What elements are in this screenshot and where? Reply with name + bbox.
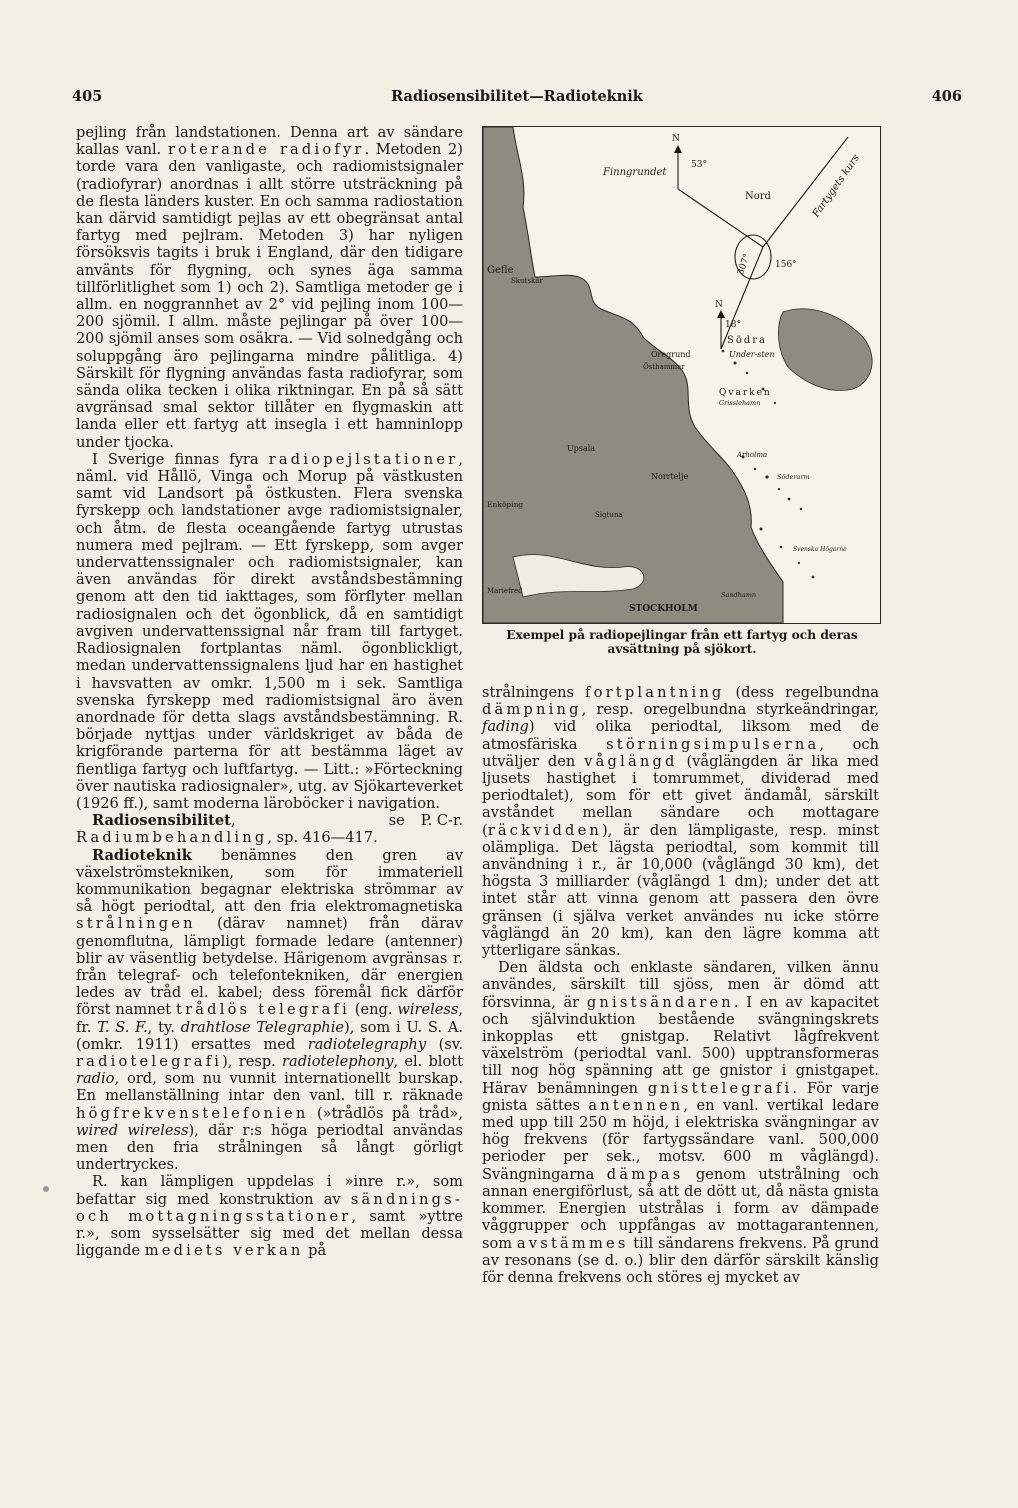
label-deg18: 18° bbox=[725, 320, 741, 330]
entry-headword: Radioteknik bbox=[92, 846, 192, 864]
spaced-term: radiopejlstationer bbox=[268, 450, 459, 468]
page-number-left: 405 bbox=[72, 88, 103, 105]
label-deg156: 156° bbox=[775, 260, 797, 270]
bearing-map-figure bbox=[482, 126, 881, 624]
label-grisslehamn: Grisslehamn bbox=[719, 399, 761, 407]
spaced-term: roterande radiofyr bbox=[167, 141, 365, 159]
margin-mark bbox=[43, 1186, 49, 1192]
label-enkoping: Enköping bbox=[487, 500, 524, 509]
label-osthammar: Östhammar bbox=[643, 363, 685, 371]
paragraph-stralning: strålningens fortplantning (dess regelbundna dämpning, resp. oregelbundna styrkeändringar, fading) vid olika periodtal, liksom med de atmosfäriska störningsimpulserna, och utväljer den våglängd (våglängden är lika med ljusets hastighet i tomrummet, dividerad med periodtalet), som för ett givet ändamål, särskilt avståndet mellan sändare och mottagare (räckvidden), är den lämpligaste, resp. minst olämpliga. Det lägsta periodtal, som kommit till användning i r., är 10,000 (våglängd 30 km), det högsta 3 milliarder (våglängd 1 dm); under det att intet står att vinna genom att passera den övre gränsen (i själva verket användes nu icke större våglängd än 20 km), kan den lägre komma att ytterligare sänkas. bbox=[482, 684, 879, 960]
label-mariefred: Mariefred bbox=[487, 587, 523, 595]
label-north-2: N bbox=[715, 300, 723, 310]
label-understen: Under-sten bbox=[729, 350, 775, 359]
entry-radioteknik: Radioteknik benämnes den gren av växelströmstekniken, som för immateriell kommunikation begagnar elektriska strömmar av så högt periodtal, att den fria elektromagnetiska strålningen (därav namnet) från därav genomflutna, lämpligt formade ledare (antenner) blir av väsentlig betydelse. Härigenom avgränsas r. från telegraf- och telefontekniken, där energien ledes av tråd el. kabel; dess föremål fick därför först namnet trådlös telegrafi (eng. wireless, fr. T. S. F., ty. drahtlose Telegraphie), som i U. S. A. (omkr. 1911) ersattes med radiotelegraphy (sv. radiotelegrafi), resp. radiotelephony, el. blott radio, ord, som nu vunnit internationellt burskap. En mellanställning intar den vanl. till r. räknade högfrekvenstelefonien (»trådlös på tråd», wired wireless), där r:s höga periodtal användas men den fria strålningen så långt görligt undertryckes. bbox=[76, 846, 464, 1174]
label-norrtelje: Norrtelje bbox=[651, 472, 689, 481]
label-sigtuna: Sigtuna bbox=[595, 511, 623, 519]
entry-radiosensibilitet: Radiosensibilitet, se Radiumbehandling, sp. 416—417. bbox=[76, 812, 405, 847]
paragraph-radiofyr: pejling från landstationen. Denna art av sändare kallas vanl. roterande radiofyr. Metoden 2) torde vara den vanligaste, och radiomistsignaler (radiofyrar) anordnas i allt större utsträckning på de flesta länders kuster. En och samma radiostation kan därvid samtidigt pejlas av ett obegränsat antal fartyg med pejlram. Metoden 3) har nyligen försöksvis tagits i bruk i England, där den tidigare använts för flygning, och synes äga samma tillförlitlighet som 1) och 2). Samtliga metoder ge i allm. en noggrannhet av 2° vid pejling inom 100—200 sjömil. I allm. måste pejlingar på över 100—200 sjömil anses som osäkra. — Vid solnedgång och soluppgång äro pejlingarna mindre pålitliga. 4) Särskilt för flygning användas fasta radiofyrar, som sända olika tecken i olika riktningar. En på så sätt avgränsad smal sektor tillåter en flygmaskin att landa eller ett fartyg att insegla i ett hamninlopp under tjocka. bbox=[76, 124, 463, 451]
paragraph-inre-yttre: R. kan lämpligen uppdelas i »inre r.», som befattar sig med konstruktion av sändnings- och mottagningsstationer, samt »yttre r.», som sysselsätter sig med det mellan dessa liggande mediets verkan på bbox=[76, 1173, 464, 1260]
label-sandhamn: Sandhamn bbox=[721, 591, 757, 599]
paragraph-gnistsandare: Den äldsta och enklaste sändaren, vilken ännu användes, särskilt till sjöss, men är dömd att försvinna, är gnistsändaren. I en av kapacitet och självinduktion bestående svängningskrets inkopplas ett gnistgap. Relativt lågfrekvent växelström (periodtal vanl. 500) upptransformeras till nog hög spänning att ge gnistor i gnistgapet. Härav benämningen gnisttelegrafi. För varje gnista sättes antennen, en vanl. vertikal ledare med upp till 250 m höjd, i elektriska svängningar av hög frekvens (för fartygssändare vanl. 500,000 perioder per sek., motsv. 600 m våglängd). Svängningarna dämpas genom utstrålning och annan energiförlust, så att de dött ut, då nästa gnista kommer. Energien utstrålas i form av dämpade våggrupper och uppfångas av mottagarantennen, som avstämmes till sändarens frekvens. På grund av resonans (se d. o.) blir den därför särskilt känslig för denna frekvens och störes ej mycket av bbox=[482, 959, 880, 1286]
label-arholma: Arholma bbox=[737, 451, 768, 459]
page-header bbox=[72, 88, 962, 110]
label-stockholm: STOCKHOLM bbox=[629, 604, 698, 614]
label-qvarken: Qvarken bbox=[719, 388, 772, 398]
right-column bbox=[482, 684, 879, 1286]
page-number-right: 406 bbox=[931, 88, 962, 105]
paragraph-sverige: I Sverige finnas fyra radiopejlstationer, näml. vid Hållö, Vinga och Morup på västkusten samt vid Landsort på östkusten. Flera svenska fyrskepp och landstationer avge radiomistsignaler, och åtm. de flesta oceangående fartyg utrustas numera med pejlram. — Ett fyrskepp, som avger undervattenssignaler och radiomistsignaler, kan även användas för direkt avståndsbestämning genom att den tid iakttages, som förflyter mellan radiosignalen och det ögonblick, då en samtidigt avgiven undervattenssignal når fram till fartyget. Radiosignalen fortplantas näml. ögonblickligt, medan undervattenssignalens ljud har en hastighet i havsvatten av omkr. 1,500 m i sek. Samtliga svenska fyrskepp med radiomistsignal äro även anordnade för detta slags avståndsbestämning. R. började nyttjas under världskriget av båda de krigförande parterna för att bestämma läget av fientliga fartyg och luftfartyg. — Litt.: »Förteckning över nautiska radiosignaler», utg. av Sjökarteverket (1926 ff.), samt moderna läroböcker i navigation. P. C-r. bbox=[76, 450, 464, 830]
author-signature: P. C-r. bbox=[420, 812, 463, 830]
figure-caption: Exempel på radiopejlingar från ett fartyg och deras avsättning på sjökort. bbox=[506, 628, 858, 656]
island-aland bbox=[778, 309, 872, 391]
north-arrows bbox=[674, 145, 725, 318]
label-gefle: Gefle bbox=[487, 265, 514, 276]
label-north-1: N bbox=[672, 134, 680, 144]
land-mass bbox=[483, 127, 783, 623]
label-fartygets-kurs: Fartygets kurs bbox=[810, 152, 863, 220]
label-deg307: 307° bbox=[735, 252, 753, 277]
label-svenska-hogarne: Svenska Högarne bbox=[793, 546, 847, 553]
label-uppsala: Upsala bbox=[567, 444, 596, 453]
label-skutskar: Skutskär bbox=[511, 277, 543, 285]
spaced-term: Radiumbehandling bbox=[76, 829, 268, 847]
label-sodra: Södra bbox=[727, 335, 768, 346]
label-soderarm: Söderarm bbox=[777, 473, 810, 481]
label-oregrund: Öregrund bbox=[651, 350, 691, 359]
label-finngrundet: Finngrundet bbox=[603, 167, 667, 178]
running-title: Radiosensibilitet—Radioteknik bbox=[391, 88, 643, 105]
left-column bbox=[76, 124, 463, 1259]
label-nord: Nord bbox=[745, 191, 771, 202]
entry-headword: Radiosensibilitet bbox=[92, 812, 231, 830]
label-deg53: 53° bbox=[691, 160, 707, 170]
